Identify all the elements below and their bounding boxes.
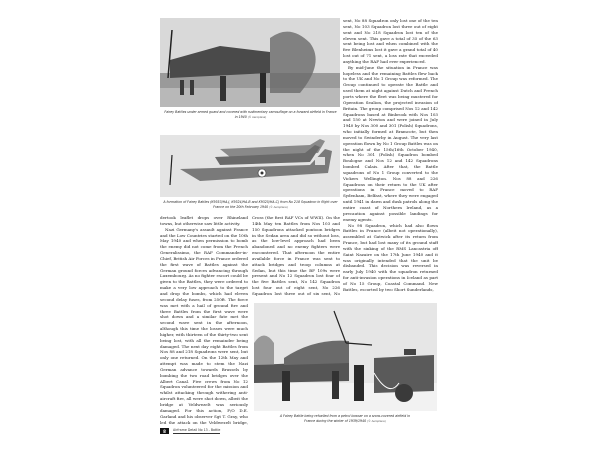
paragraph: No 98 Squadron, which had also flown Battles in France (albeit not operationally), assembled at Gatwick after its return from France, but had lost many of its ground staff with the sinking of the RMS Lancastria off Saint Nazaire on the 17th June 1940 and it was originally intended that the unit be disbanded. This decision was reversed in early July 1940 with the squadron returned for anti-invasion operations in Iceland as part of No 15 Group, Coastal Command. New Battles, escorted by two Short Sunderlands, — [343, 222, 438, 292]
page-footer — [160, 428, 220, 434]
paragraph: By mid-June the situation in France was hopeless and the remaining Battles flew back to the UK and No 1 Group was reformed. The Group continued to operate the Battle and used them at night against Dutch and French ports where the fleet was being mustered for Operation Sealion, the projected invasion of Britain. The group comprised Nos 12 and 142 Squadrons based at Binbrook with Nos 103 and 150 at Newton and were joined in July 1940 by Nos 300 and 301 (Polish) Squadrons, who initially formed at Bramcote, but then moved to Swinderby in August. The very last operation flown by No 1 Group Battles was on the night of the 15th/16th October 1940, when No 301 (Polish) Squadron bombed Boulogne and Nos 12 and 142 Squadrons bombed Calais. After that, the Battle squadrons of No 1 Group converted to the Vickers Wellington. Nos 88 and 226 Squadrons on their return to the UK after operations in France moved to RAF Sydenham, Belfast, where they were engaged until 1941 in dawn and dusk patrols along the entire coast of Northern Ireland, as a precaution against possible landings for enemy agents. — [343, 64, 438, 222]
publication-title: Airframe Detail No 13 - Battle — [173, 428, 221, 433]
caption-text: Fairey Battles under armed guard and covered with rudimentary camouflage on a forward airfield in France in 1940 — [164, 110, 337, 119]
photo-battles-formation — [160, 135, 340, 197]
paragraph: dertook leaflet drops over Rhineland towns, but otherwise saw little activity. — [160, 215, 248, 226]
caption-credit: (© Aeroplane) — [247, 115, 267, 119]
paragraph: sent, No 88 Squadron only lost one of the ten sent, No 103 Squadron lost three out of eight sent and No 218 Squadron lost ten of the eleven sent. This gave a total of 35 of the 63 sent being lost and when combined with the five Blenheims lost it gave a grand total of 40 lost out of 71 sent, a loss rate that exceeded anything the RAF had ever experienced. — [343, 18, 438, 64]
photo-battles-under-guard — [160, 18, 340, 107]
caption-text: A Fairey Battle being refuelled from a petrol bowser on a snow-covered airfield in France during the winter of 1939/1940 — [279, 414, 411, 423]
page-number: 8 — [160, 428, 169, 434]
text-column-right — [343, 18, 438, 300]
photo-battle-refuelling — [254, 303, 437, 411]
text-column-left — [160, 215, 248, 425]
text-column-middle — [252, 215, 340, 297]
photo-caption — [275, 414, 415, 424]
paragraph: Nazi Germany's assault against France and the Low Countries started on the 10th May 1940 and when permission to bomb the enemy did not come from the French Generalissimo, the RAF Commander-in-Chief, British Air Forces in France ordered the first wave of Battles against the German ground forces advancing through Luxembourg. As no fighter escort could be given to the Battles, they were ordered to make a very low approach to the target and drop the bombs, which had eleven second delay fuses, from 250ft. The force was met with a hail of ground fire and three Battles from the first wave were shot down and a similar fate met the second wave sent in the afternoon, although this time the losses were much higher, with thirteen of the thirty-two sent being lost, with all the remainder being damaged. The next day eight Battles from Nos 88 and 218 Squadrons were sent, but only one returned. On the 12th May and attempt was made to stem the Nazi German advance towards Brussels by bombing the two road bridges over the Albert Canal. Five crews from No 12 Squadron volunteered for the mission and whilst attacking through withering anti-aircraft fire, all were shot down, albeit the bridge at Veldwezelt was seriously damaged. For this action, F/O D.E. Garland and his observer Sgt T. Gray, who led the attack on the Veldwezelt bridge, — [160, 226, 248, 425]
caption-credit: (© Aeroplane) — [367, 419, 386, 423]
caption-credit: (© Aeroplane) — [269, 205, 288, 209]
caption-text: A formation of Fairey Battles (K9353/HA-J, K9324/HA-B and K9325/HA-C) from No 218 Squadron in flight over France on the 20th February 1940 — [163, 200, 338, 209]
paragraph: Cross (the first RAF VCs of WWII). On the 14th May ten Battles from Nos 103 and 150 Squadrons attacked pontoon bridges in the Sedan area and did so without loss, as the low-level approach had been abandoned and no enemy fighters were encountered. That afternoon the entire available force in France was sent to attack bridges and troop columns at Sedan, but this time the BF 109s were present and No 12 Squadron lost four of the five Battles sent, No 142 Squadron lost four out of eight sent, No 226 Squadron lost three out of six sent, No — [252, 215, 340, 296]
photo-caption — [163, 110, 338, 120]
photo-caption — [163, 200, 338, 210]
